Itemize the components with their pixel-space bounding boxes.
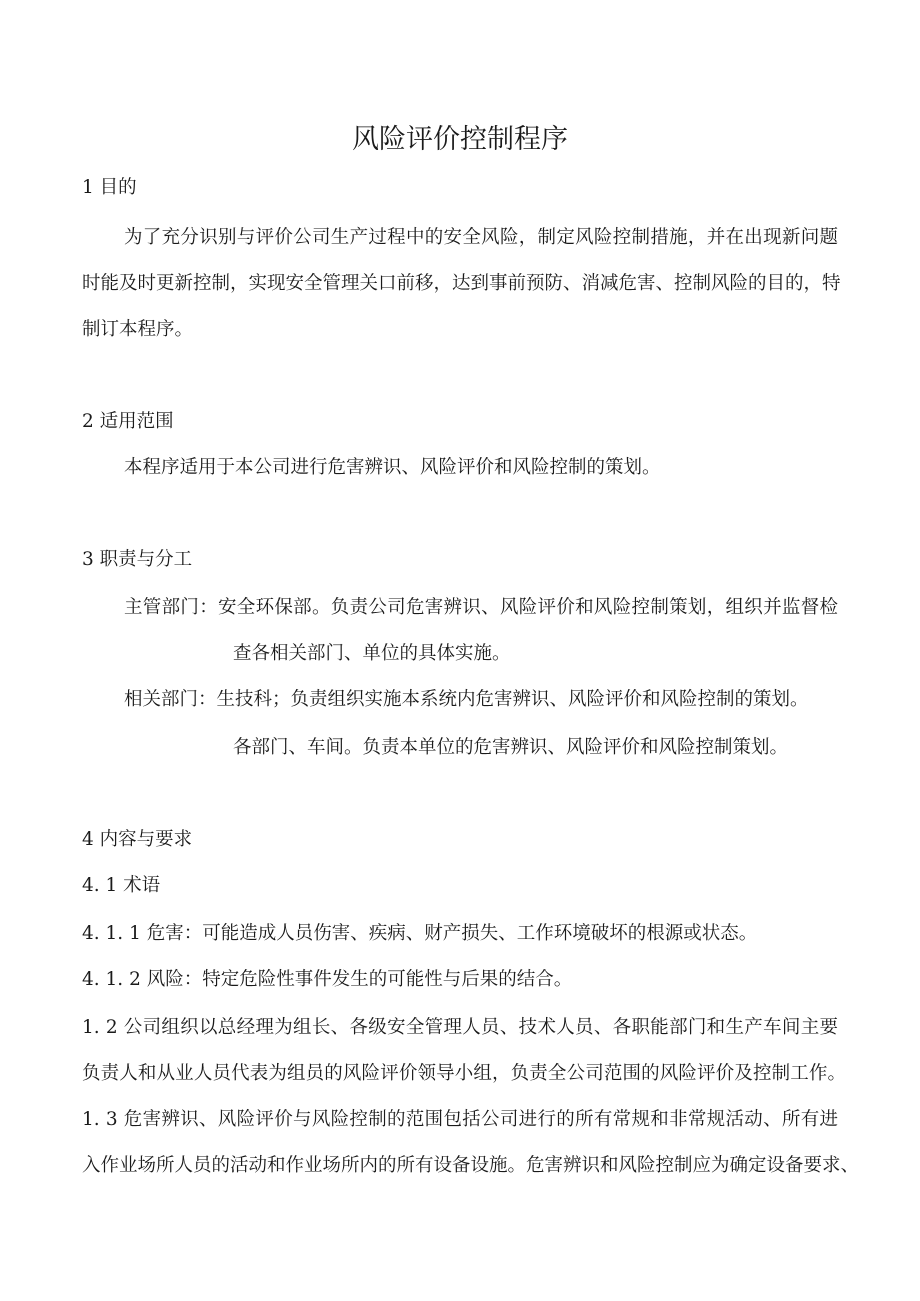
- paragraph-line: 主管部门：安全环保部。负责公司危害辨识、风险评价和风险控制策划，组织并监督检: [124, 597, 838, 618]
- paragraph-line: 4. 1. 1 危害：可能造成人员伤害、疾病、财产损失、工作环境破坏的根源或状态。: [82, 923, 758, 944]
- section-heading-responsibilities: 3 职责与分工: [82, 549, 193, 570]
- document-title: 风险评价控制程序: [352, 124, 568, 155]
- section-heading-purpose: 1 目的: [82, 177, 137, 198]
- section-heading-content: 4 内容与要求: [82, 829, 193, 850]
- paragraph-line: 各部门、车间。负责本单位的危害辨识、风险评价和风险控制策划。: [233, 737, 789, 758]
- paragraph-line: 时能及时更新控制，实现安全管理关口前移，达到事前预防、消减危害、控制风险的目的，特: [82, 273, 841, 294]
- paragraph-line: 负责人和从业人员代表为组员的风险评价领导小组，负责全公司范围的风险评价及控制工作。: [82, 1063, 846, 1084]
- paragraph-line: 本程序适用于本公司进行危害辨识、风险评价和风险控制的策划。: [124, 457, 661, 478]
- paragraph-line: 1. 3 危害辨识、风险评价与风险控制的范围包括公司进行的所有常规和非常规活动、所有进: [82, 1109, 838, 1130]
- subsection-heading-terms: 4. 1 术语: [82, 875, 161, 896]
- paragraph-line: 相关部门：生技科；负责组织实施本系统内危害辨识、风险评价和风险控制的策划。: [124, 689, 809, 710]
- paragraph-line: 入作业场所人员的活动和作业场所内的所有设备设施。危害辨识和风险控制应为确定设备要求、: [82, 1155, 860, 1176]
- section-heading-scope: 2 适用范围: [82, 411, 174, 432]
- paragraph-line: 制订本程序。: [82, 319, 194, 340]
- paragraph-line: 4. 1. 2 风险：特定危险性事件发生的可能性与后果的结合。: [82, 969, 573, 990]
- paragraph-line: 1. 2 公司组织以总经理为组长、各级安全管理人员、技术人员、各职能部门和生产车间主要: [82, 1017, 838, 1038]
- paragraph-line: 为了充分识别与评价公司生产过程中的安全风险，制定风险控制措施，并在出现新问题: [124, 227, 838, 248]
- paragraph-line: 查各相关部门、单位的具体实施。: [233, 643, 511, 664]
